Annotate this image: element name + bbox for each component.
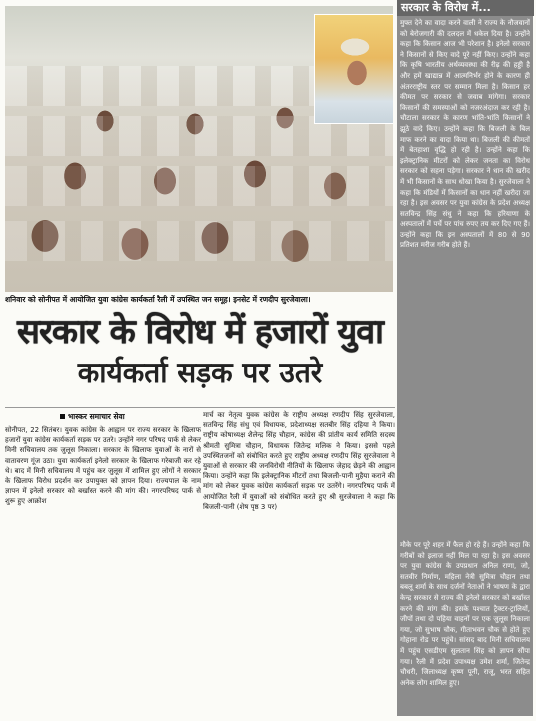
- continuation-text-2: मौके पर पूरे शहर में फैल हो रहे हैं। उन्होंने कहा कि गरीबों को इलाज नहीं मिल पा रहा है। इस अवसर पर युवा कांग्रेस के उपप्रधान अनिल राणा, जो, सतवीर निर्माण, महिला नेत्री सुमित्रा चौहान तथा बबलू शर्मा के साथ दर्जनों नेताओं ने भाषण के द्वारा केन्द्र सरकार से राज्य की इनेलो सरकार को बर्खास्त करने की मांग की। इसके पश्चात ट्रैक्टर-ट्रालियों, जीपों तथा दो पहिया वाहनों पर एक जुलूस निकाला गया, जो सुभाष चौक, गीताभवन चौक से होते हुए गोहाना रोड पर पहुंचे। सांसद बाद मिनी सचिवालय में पहुंच एसडीएम सुलतान सिंह को ज्ञापन सौंपा गया। रैली में प्रदेश उपाध्यक्ष उमेश शर्मा, जितेन्द्र चौधरी, जिलाध्यक्ष कृष्ण पूनी, राजू, भरत सहित अनेक लोग शामिल हुए।: [400, 541, 530, 687]
- bullet-icon: [60, 414, 65, 419]
- blank-area: [5, 537, 395, 717]
- byline-text: भास्कर समाचार सेवा: [68, 412, 125, 421]
- continuation-header: सरकार के विरोध में...: [397, 0, 534, 16]
- photo-caption: शनिवार को सोनीपत में आयोजित युवा कांग्रेस कार्यकर्ता रैली में उपस्थित जन समूह। इनसेट में रणदीप सुरजेवाला।: [5, 295, 311, 304]
- article-column-2: मार्च का नेतृत्व युवक कांग्रेस के राष्ट्रीय अध्यक्ष रणदीप सिंह सुरजेवाला, सतविन्द्र सिंह संधु एवं विधायक, प्रदेशाध्यक्ष सतबीर सिंह दहिया ने किया। राष्ट्रीय कोषाध्यक्ष शैलेन्द्र सिंह चौहान, कांग्रेस की प्रांतीय कार्य समिति सदस्य श्रीमती सुमित्रा चौहान, विधायक जितेन्द्र मलिक ने किया। इससे पहले उपस्थितजनों को संबोधित करते हुए राष्ट्रीय अध्यक्ष रणदीप सिंह सुरजेवाला ने युवाओं से सरकार की जनविरोधी नीतियों के खिलाफ जेहाद छेड़ने की आह्वान किया। उन्होंने कहा कि इलेक्ट्रानिक मीटरों तथा बिजली-पानी मुहैया कराने की मांग को लेकर युवक कांग्रेस कार्यकर्ता सड़क पर उतरेंगे। नगरपरिषद पार्क में आयोजित रैली में युवाओं को संबोधित करते हुए श्री सुरजेवाला ने कहा कि बिजली-पानी (शेष पृष्ठ 3 पर): [203, 411, 395, 511]
- byline: [60, 412, 125, 422]
- headline-line-1: सरकार के विरोध में हजारों युवा: [17, 312, 383, 352]
- divider: [5, 407, 395, 408]
- headline-line-2: कार्यकर्ता सड़क पर उतरे: [77, 356, 323, 389]
- rally-crowd-photo: [5, 6, 393, 292]
- inset-leader-photo: [314, 14, 393, 124]
- article-column-1: सोनीपत, 22 सितंबर। युवक कांग्रेस के आह्वान पर राज्य सरकार के खिलाफ हजारों युवा कांग्रेस कार्यकर्ता सड़क पर उतरे। उन्होंने नगर परिषद पार्क से लेकर मिनी सचिवालय तक जुलूस निकाला। सरकार के खिलाफ युवाओं के नारों से वातावरण गूंज उठा। युवा कार्यकर्ता इनेलो सरकार के खिलाफ गरेबाजी कर रहे थे। बाद में मिनी सचिवालय में पहुंच कर जुलूस में शामिल हुए लोगों ने सरकार के खिलाफ विरोध प्रदर्शन कर उपायुक्त को ज्ञापन दिया। राज्यपाल के नाम ज्ञापन में इनेलो सरकार को बर्खास्त करने की मांग की। नगरपरिषद पार्क से शुरू हुए आक्रोश: [5, 426, 201, 506]
- continuation-text-1: मुफ्त देने का वादा करने वाली ने राज्य के नौजवानों को बेरोजगारी की दलदल में धकेल दिया है। उन्होंने कहा कि किसान आज भी परेशान है। इनेलो सरकार ने किसानों से किए वादे पूरे नहीं किए। उन्होंने कहा कि कृषि भारतीय अर्थव्यवस्था की रीढ़ की हड्डी है और हमें खाद्यान्न में आत्मनिर्भर होने के कारण ही अंतरराष्ट्रीय स्तर पर सम्मान मिला है। किसान हर कीमत पर सरकार से जवाब मांगेगा। सरकार किसानों की समस्याओं को नजरअंदाज कर रही है। चौटाला सरकार के कारण भांति-भांति किसानों ने झूठे वादे किए। उन्होंने कहा कि बिजली के बिल माफ करने का वादा किया था। बिजली की कीमतों में बेतहाशा वृद्धि हो रही है। उन्होंने कहा कि इलेक्ट्रानिक मीटरों को लेकर जनता का विरोध सरकार को सहना पड़ेगा। सरकार ने धान की खरीद में भी किसानों के साथ धोखा किया है। सुरजेवाला ने कहा कि मंडियों में किसानों का धान नहीं खरीदा जा रहा है। इस अवसर पर युवा कांग्रेस के प्रदेश अध्यक्ष सतविन्द्र सिंह संधु ने कहा कि हरियाणा के अस्पतालों में पर्चे पर पांच रुपए तय कर दिए गए हैं। उन्होंने कहा कि इन अस्पतालों में 80 से 90 प्रतिशत मरीज गरीब होते हैं।: [400, 19, 530, 250]
